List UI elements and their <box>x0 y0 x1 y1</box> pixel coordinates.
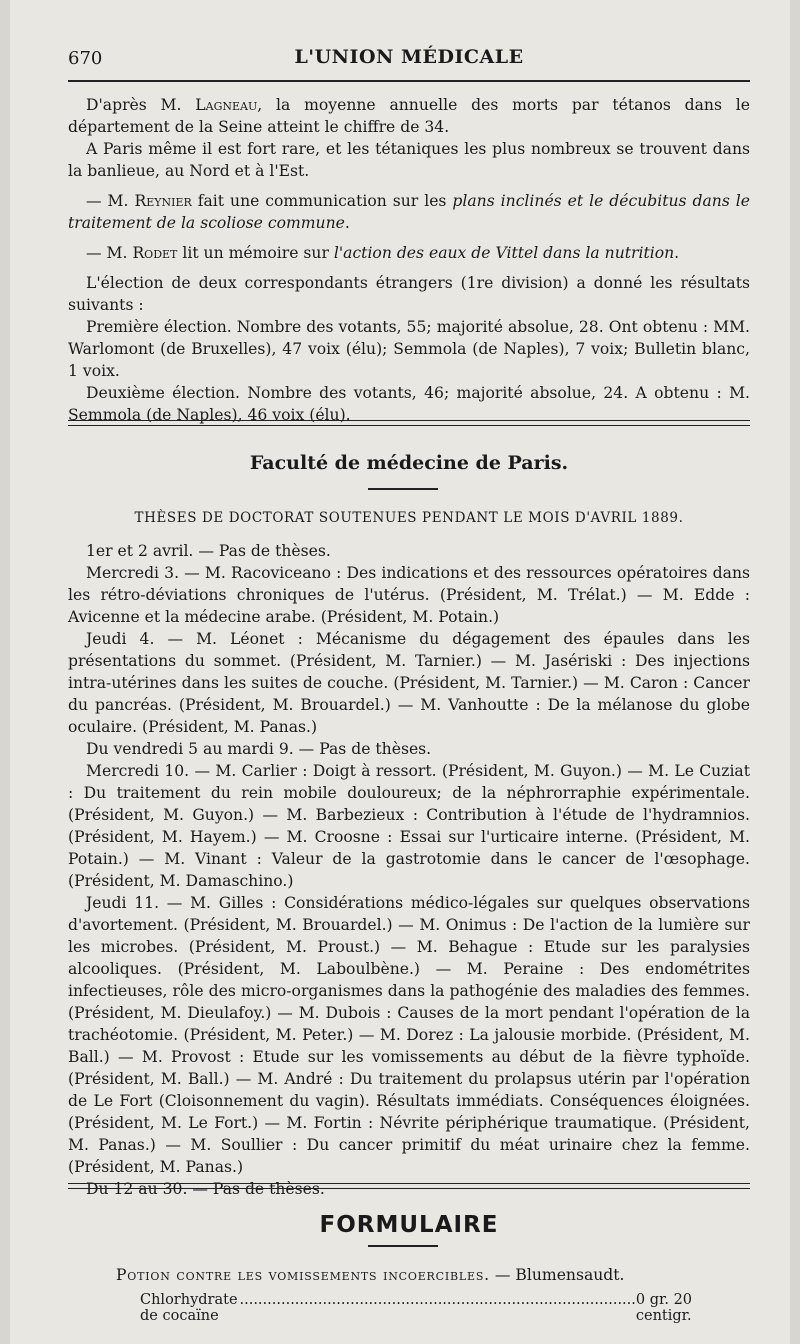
paragraph: Jeudi 11. — M. Gilles : Considérations médico-légales sur quelques observations d'avortement. (Président, M. Brouardel.) — M. Onimus : De l'action de la lumière sur les microbes. (Président, M. Proust.) — M. Behague : Etude sur les paralysies alcooliques. (Président, M. Laboulbène.) — M. Peraine : Des endométrites infectieuses, rôle des micro-organismes dans la pathogénie des maladies des femmes. (Président, M. Dieulafoy.) — M. Dubois : Causes de la mort pendant l'opération de la trachéotomie. (Président, M. Peter.) — M. Dorez : La jalousie morbide. (Président, M. Ball.) — M. Provost : Etude sur les vomissements au début de la fièvre typhoïde. (Président, M. Ball.) — M. André : Du traitement du prolapsus utérin par l'opération de Le Fort (Cloisonnement du vagin). Résultats immédiats. Conséquences éloignées. (Président, M. Le Fort.) — M. Fortin : Névrite périphérique traumatique. (Président, M. Panas.) — M. Soullier : Du cancer primitif du méat urinaire chez la femme. (Président, M. Panas.) <box>68 894 750 1176</box>
theses-subheading: THÈSES DE DOCTORAT SOUTENUES PENDANT LE MOIS D'AVRIL 1889. <box>134 510 684 526</box>
paragraph: D'après M. Lagneau, la moyenne annuelle des morts par tétanos dans le département de la Seine atteint le chiffre de 34. <box>68 96 750 136</box>
paragraph: L'élection de deux correspondants étrangers (1re division) a donné les résultats suivants : <box>68 274 750 314</box>
title-rule <box>368 1245 438 1247</box>
paragraph: Mercredi 10. — M. Carlier : Doigt à ressort. (Président, M. Guyon.) — M. Le Cuziat : Du traitement du rein mobile douloureux; de la néphrorraphie expérimentale. (Président, M. Guyon.) — M. Barbezieux : Contribution à l'étude de l'hydramnios. (Président, M. Hayem.) — M. Croosne : Essai sur l'urticaire interne. (Président, M. Potain.) — M. Vinant : Valeur de la gastrotomie dans le cancer de l'œsophage. (Président, M. Damaschino.) <box>68 762 750 890</box>
paragraph: A Paris même il est fort rare, et les tétaniques les plus nombreux se trouvent dans la banlieue, au Nord et à l'Est. <box>68 140 750 180</box>
section-rule <box>68 420 750 426</box>
recipe-line <box>140 1292 700 1324</box>
paragraph: Du vendredi 5 au mardi 9. — Pas de thèses. <box>86 740 432 758</box>
ingredient-dose: 0 gr. 20 centigr. <box>635 1292 693 1324</box>
paragraph: Mercredi 3. — M. Racoviceano : Des indications et des ressources opératoires dans les rétro-déviations chroniques de l'utérus. (Président, M. Trélat.) — M. Edde : Avicenne et la médecine arabe. (Président, M. Potain.) <box>68 564 750 626</box>
ingredient-name: Chlorhydrate de cocaïne <box>140 1292 238 1324</box>
paragraph: — M. Rodet lit un mémoire sur l'action des eaux de Vittel dans la nutrition. <box>86 244 680 262</box>
formulaire-title: FORMULAIRE <box>319 1212 499 1238</box>
page-header <box>68 44 750 74</box>
paragraph: — M. Reynier fait une communication sur les plans inclinés et le décubitus dans le traitement de la scoliose commune. <box>68 192 750 232</box>
paragraph: Deuxième élection. Nombre des votants, 46; majorité absolue, 24. A obtenu : M. Semmola (de Naples), 46 voix (élu). <box>68 384 750 424</box>
leader-dots: ...................................................................................... <box>239 1292 636 1308</box>
section-rule <box>68 1183 750 1189</box>
academie-section <box>68 94 750 426</box>
theses-list <box>68 540 750 1200</box>
paragraph: Du 12 au 30. — Pas de thèses. <box>86 1180 325 1198</box>
potion-heading: Potion contre les vomissements incoercibles. — Blumensaudt. <box>116 1266 625 1284</box>
document-page <box>10 0 790 1344</box>
paragraph: 1er et 2 avril. — Pas de thèses. <box>86 542 331 560</box>
running-title: L'UNION MÉDICALE <box>294 46 524 68</box>
header-rule <box>68 80 750 82</box>
title-rule <box>368 488 438 490</box>
paragraph: Jeudi 4. — M. Léonet : Mécanisme du dégagement des épaules dans les présentations du sommet. (Président, M. Tarnier.) — M. Jasériski : Des injections intra-utérines dans les suites de couche. (Président, M. Tarnier.) — M. Caron : Cancer du pancréas. (Président, M. Brouardel.) — M. Vanhoutte : De la mélanose du globe oculaire. (Président, M. Panas.) <box>68 630 750 736</box>
faculte-title: Faculté de médecine de Paris. <box>249 452 569 474</box>
paragraph: Première élection. Nombre des votants, 55; majorité absolue, 28. Ont obtenu : MM. Warlomont (de Bruxelles), 47 voix (élu); Semmola (de Naples), 7 voix; Bulletin blanc, 1 voix. <box>68 318 750 380</box>
page-number: 670 <box>68 48 103 69</box>
